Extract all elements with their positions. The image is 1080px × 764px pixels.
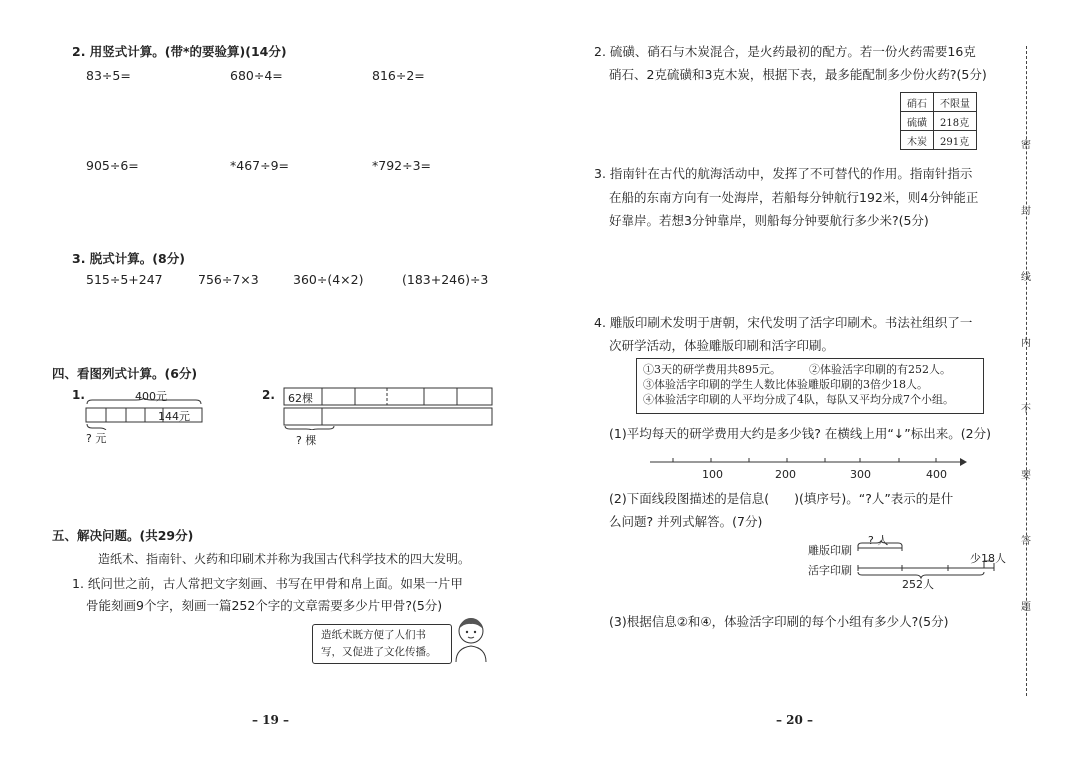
diagram-row-label: 活字印刷 xyxy=(808,564,852,577)
binding-char: 题 xyxy=(1021,602,1031,613)
table-row xyxy=(901,131,977,150)
diagram-question: ? 人 xyxy=(868,534,889,547)
sub-question-2-line-1: (2)下面线段图描述的是信息( )(填序号)。“?人”表示的是什 xyxy=(609,491,954,506)
expr-item: 515÷5+247 xyxy=(86,272,163,287)
materials-table xyxy=(900,92,977,150)
table-row xyxy=(901,93,977,112)
tick-label: 400 xyxy=(926,468,947,481)
figure-2-question: ? 棵 xyxy=(296,434,317,447)
diagram-less-label: 少18人 xyxy=(970,552,1006,565)
figure-1-total-label: 400元 xyxy=(135,390,167,403)
r-q2-line-1: 2. 硫磺、硝石与木炭混合，是火药最初的配方。若一份火药需要16克 xyxy=(594,44,976,59)
tick-label: 300 xyxy=(850,468,871,481)
r-q2-line-2: 硝石、2克硫磺和3克木炭，根据下表，最多能配制多少份火药?(5分) xyxy=(609,67,987,82)
section-5-title: 五、解决问题。(共29分) xyxy=(52,528,194,543)
table-cell: 硫磺 xyxy=(901,112,934,131)
girl-avatar-icon xyxy=(450,612,492,664)
calc-item: 816÷2= xyxy=(372,68,425,83)
calc-item: 905÷6= xyxy=(86,158,139,173)
table-cell: 291克 xyxy=(934,131,977,150)
page-number-right: – 20 – xyxy=(776,713,814,727)
sub-question-1: (1)平均每天的研学费用大约是多少钱? 在横线上用“↓”标出来。(2分) xyxy=(609,426,991,441)
speech-line: 写，又促进了文化传播。 xyxy=(321,646,437,658)
q2-title: 2. 用竖式计算。(带*的要验算)(14分) xyxy=(72,44,287,59)
binding-char: 内 xyxy=(1021,338,1031,349)
figure-2-inner-label: 62棵 xyxy=(288,392,313,405)
figure-2-number: 2. xyxy=(262,388,275,402)
sub-question-3: (3)根据信息②和④，体验活字印刷的每个小组有多少人?(5分) xyxy=(609,614,949,629)
figure-1-inner-label: 144元 xyxy=(158,410,190,423)
r-q4-line-2: 次研学活动，体验雕版印刷和活字印刷。 xyxy=(609,338,835,353)
table-cell: 不限量 xyxy=(934,93,977,112)
section-4-title: 四、看图列式计算。(6分) xyxy=(52,366,198,381)
tick-label: 200 xyxy=(775,468,796,481)
tick-label: 100 xyxy=(702,468,723,481)
figure-1-question: ? 元 xyxy=(86,432,107,445)
figure-2-diagram xyxy=(282,386,494,430)
q1-line-1: 1. 纸问世之前，古人常把文字刻画、书写在甲骨和帛上面。如果一片甲 xyxy=(72,576,463,591)
sub-question-2-line-2: 么问题? 并列式解答。(7分) xyxy=(609,514,763,529)
binding-char: 要 xyxy=(1021,470,1031,481)
info-item: ④体验活字印刷的人平均分成了4队，每队又平均分成7个小组。 xyxy=(643,393,954,406)
table-cell: 木炭 xyxy=(901,131,934,150)
r-q4-line-1: 4. 雕版印刷术发明于唐朝，宋代发明了活字印刷术。书法社组织了一 xyxy=(594,315,973,330)
speech-bubble xyxy=(312,624,452,664)
table-cell: 218克 xyxy=(934,112,977,131)
binding-char: 密 xyxy=(1021,140,1031,151)
number-line xyxy=(648,456,972,468)
calc-item: 83÷5= xyxy=(86,68,131,83)
speech-line: 造纸术既方便了人们书 xyxy=(321,629,426,641)
section-5-intro: 造纸术、指南针、火药和印刷术并称为我国古代科学技术的四大发明。 xyxy=(98,552,471,566)
calc-item: 680÷4= xyxy=(230,68,283,83)
info-item: ②体验活字印刷的有252人。 xyxy=(809,363,951,376)
q3-title: 3. 脱式计算。(8分) xyxy=(72,251,185,266)
binding-char: 不 xyxy=(1021,404,1031,415)
q1-line-2: 骨能刻画9个字，刻画一篇252个字的文章需要多少片甲骨?(5分) xyxy=(86,598,443,613)
r-q3-line-1: 3. 指南针在古代的航海活动中，发挥了不可替代的作用。指南针指示 xyxy=(594,166,973,181)
calc-item: *467÷9= xyxy=(230,158,290,173)
expr-item: 756÷7×3 xyxy=(198,272,259,287)
binding-char: 线 xyxy=(1021,272,1031,283)
table-row xyxy=(901,112,977,131)
r-q3-line-2: 在船的东南方向有一处海岸，若船每分钟航行192米，则4分钟能正 xyxy=(609,190,979,205)
diagram-row-label: 雕版印刷 xyxy=(808,544,852,557)
table-cell: 硝石 xyxy=(901,93,934,112)
binding-char: 封 xyxy=(1021,206,1031,217)
info-box xyxy=(636,358,984,414)
binding-char: 答 xyxy=(1021,536,1031,547)
figure-1-number: 1. xyxy=(72,388,85,402)
page-number-left: – 19 – xyxy=(252,713,290,727)
diagram-total-label: 252人 xyxy=(902,578,934,591)
info-item: ①3天的研学费用共895元。 xyxy=(643,363,781,376)
expr-item: (183+246)÷3 xyxy=(402,272,489,287)
info-item: ③体验活字印刷的学生人数比体验雕版印刷的3倍少18人。 xyxy=(643,378,928,391)
calc-item: *792÷3= xyxy=(372,158,432,173)
expr-item: 360÷(4×2) xyxy=(293,272,364,287)
r-q3-line-3: 好靠岸。若想3分钟靠岸，则船每分钟要航行多少米?(5分) xyxy=(609,213,929,228)
